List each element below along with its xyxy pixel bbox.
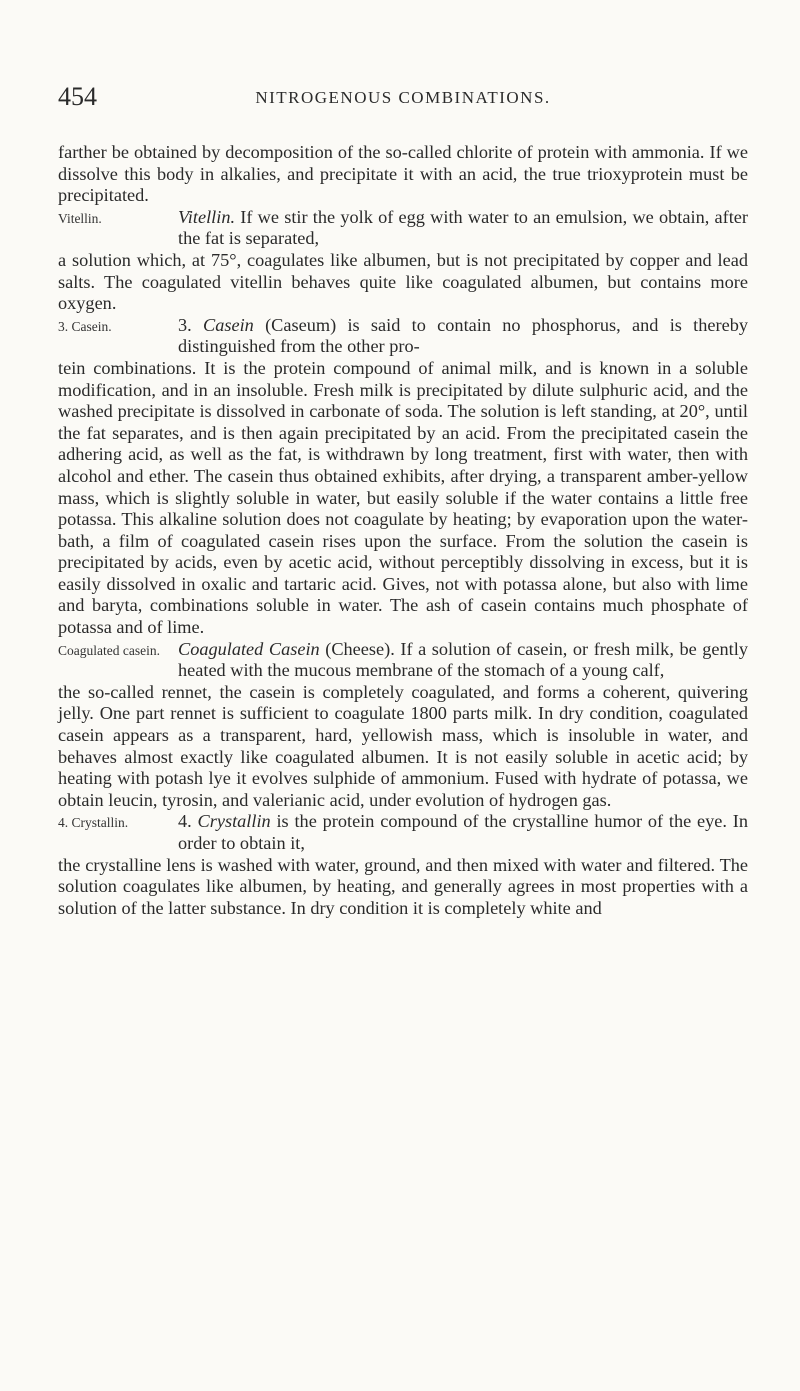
crystallin-head-text: is the protein compound of the crystalline humor of the eye. In order to obtain it, — [178, 811, 749, 853]
margin-note-crystallin: 4. Crystallin. — [58, 815, 129, 831]
margin-note-casein: 3. Casein. — [58, 318, 112, 334]
running-title: NITROGENOUS COMBINATIONS. — [255, 88, 551, 107]
crystallin-number: 4. — [178, 811, 198, 832]
coagulated-casein-head — [178, 639, 748, 682]
vitellin-head — [178, 207, 748, 250]
vitellin-title: Vitellin. — [178, 206, 236, 227]
margin-note-coagulated-casein: Coagulated casein. — [58, 642, 160, 658]
casein-number: 3. — [178, 314, 203, 335]
body-text — [58, 142, 748, 919]
casein-body: tein combinations. It is the protein compound of animal milk, and is known in a soluble modification, and in an insoluble. Fresh milk is precipitated by dilute sulphuric acid, and the washed precipitate is dissolved in carbonate of soda. The solution is left standing, at 20°, until the fat separates, and is then again precipitated by an acid. From the precipitated casein the adhering acid, as well as the fat, is withdrawn by long treatment, first with water, then with alcohol and ether. The casein thus obtained exhibits, after drying, a transparent amber-yellow mass, which is slightly soluble in water, but easily soluble if the water contains a little free potassa. This alkaline solution does not coagulate by heating; by evaporation upon the water-bath, a film of coagulated casein rises upon the surface. From the solution the casein is precipitated by acids, even by acetic acid, without perceptibly dissolving in excess, but it is easily dissolved in oxalic and tartaric acid. Gives, not with potassa alone, but also with lime and baryta, combinations soluble in water. The ash of casein contains much phosphate of potassa and of lime. — [58, 357, 748, 638]
crystallin-body: the crystalline lens is washed with water, ground, and then mixed with water and filtered. The solution coagulates like albumen, by heating, and generally agrees in most properties with a solution of the latter substance. In dry condition it is completely white and — [58, 854, 748, 918]
section-casein — [58, 315, 748, 358]
coagulated-casein-title: Coagulated Casein — [178, 638, 320, 659]
paragraph-trioxyprotein: farther be obtained by decomposition of the so-called chlorite of protein with ammonia. If we dissolve this body in alkalies, and precipitate it with an acid, the true trioxyprotein must be precipitated. — [58, 142, 748, 206]
vitellin-head-text: If we stir the yolk of egg with water to an emulsion, we obtain, after the fat is separated, — [178, 206, 748, 249]
section-crystallin — [58, 811, 748, 854]
coagulated-casein-head-text: (Cheese). If a solution of casein, or fresh milk, be gently heated with the mucous membrane of the stomach of a young calf, — [178, 638, 748, 681]
vitellin-body: a solution which, at 75°, coagulates like albumen, but is not precipitated by copper and lead salts. The coagulated vitellin behaves quite like coagulated albumen, but contains more oxygen. — [58, 249, 748, 314]
page-number: 454 — [58, 82, 97, 111]
section-coagulated-casein — [58, 639, 748, 682]
casein-title: Casein — [203, 314, 254, 335]
section-vitellin — [58, 207, 748, 250]
crystallin-title: Crystallin — [197, 811, 271, 832]
casein-head — [178, 315, 748, 358]
coagulated-casein-body: the so-called rennet, the casein is completely coagulated, and forms a coherent, quivering jelly. One part rennet is sufficient to coagulate 1800 parts milk. In dry condition, coagulated casein appears as a transparent, hard, yellowish mass, which is insoluble in water, and behaves almost exactly like coagulated albumen. It is not easily soluble in acetic acid; by heating with potash lye it evolves sulphide of ammonium. Fused with hydrate of potassa, we obtain leucin, tyrosin, and valerianic acid, under evolution of hydrogen gas. — [58, 681, 748, 810]
casein-head-text: (Caseum) is said to contain no phosphorus, and is thereby distinguished from the other pro- — [178, 314, 748, 357]
crystallin-head — [178, 811, 748, 854]
margin-note-vitellin: Vitellin. — [58, 210, 102, 226]
page-header — [58, 82, 748, 112]
